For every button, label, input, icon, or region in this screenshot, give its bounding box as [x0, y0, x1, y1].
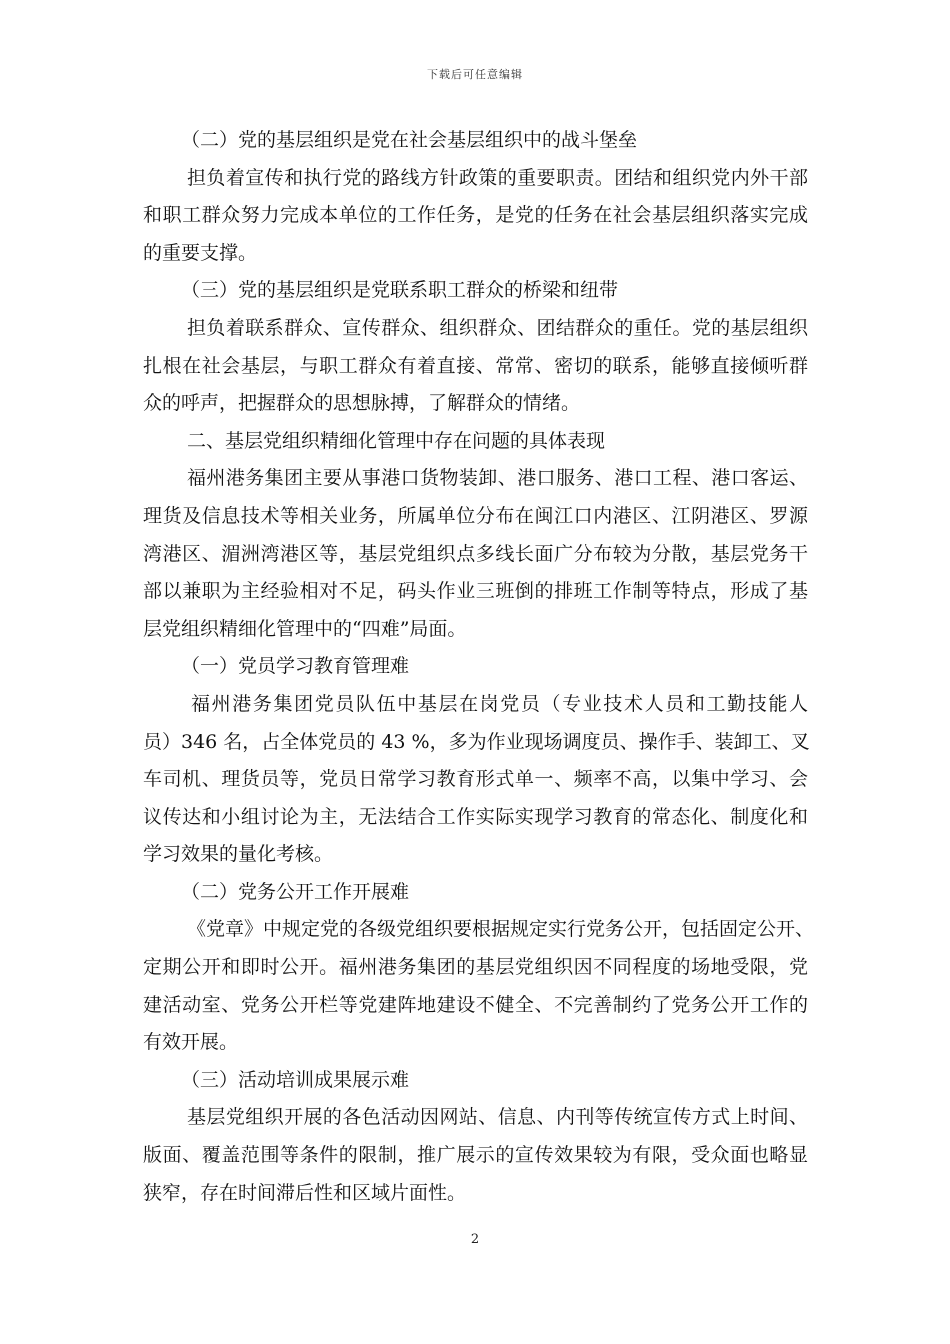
- paragraph-line: 定期公开和即时公开。福州港务集团的基层党组织因不同程度的场地受限，党: [143, 956, 808, 979]
- paragraph-line: 有效开展。: [143, 1031, 239, 1054]
- document-body: [143, 122, 815, 1212]
- paragraph-line: 员）346 名，占全体党员的 43 %，多为作业现场调度员、操作手、装卸工、叉: [143, 730, 810, 753]
- paragraph-line: 基层党组织开展的各色活动因网站、信息、内刊等传统宣传方式上时间、: [187, 1106, 808, 1129]
- paragraph-line: 众的呼声，把握群众的思想脉搏，了解群众的情绪。: [143, 392, 581, 415]
- paragraph-line: 湾港区、湄洲湾港区等，基层党组织点多线长面广分布较为分散，基层党务干: [143, 542, 808, 565]
- paragraph-line: 福州港务集团主要从事港口货物装卸、港口服务、港口工程、港口客运、: [187, 467, 808, 490]
- paragraph-line: 议传达和小组讨论为主，无法结合工作实际实现学习教育的常态化、制度化和: [143, 805, 808, 828]
- paragraph-line: 和职工群众努力完成本单位的工作任务，是党的任务在社会基层组织落实完成: [143, 204, 808, 227]
- paragraph-line: 建活动室、党务公开栏等党建阵地建设不健全、不完善制约了党务公开工作的: [143, 993, 808, 1016]
- page-header: 下载后可任意编辑: [427, 68, 523, 81]
- section-heading: （二）党务公开工作开展难: [181, 880, 410, 903]
- paragraph-line: 担负着宣传和执行党的路线方针政策的重要职责。团结和组织党内外干部: [187, 166, 808, 189]
- paragraph-line: 的重要支撑。: [143, 241, 258, 264]
- paragraph-line: 《党章》中规定党的各级党组织要根据规定实行党务公开，包括固定公开、: [187, 918, 815, 941]
- section-heading: （三）党的基层组织是党联系职工群众的桥梁和纽带: [181, 279, 619, 302]
- section-heading: （三）活动培训成果展示难: [181, 1068, 410, 1091]
- paragraph-line: 福州港务集团党员队伍中基层在岗党员（专业技术人员和工勤技能人: [191, 692, 808, 715]
- paragraph-line: 理货及信息技术等相关业务，所属单位分布在闽江口内港区、江阴港区、罗源: [143, 504, 808, 527]
- paragraph-line: 部以兼职为主经验相对不足，码头作业三班倒的排班工作制等特点，形成了基: [143, 580, 808, 603]
- paragraph-line: 学习效果的量化考核。: [143, 843, 334, 866]
- section-heading: （一）党员学习教育管理难: [181, 655, 410, 678]
- paragraph-line: 车司机、理货员等，党员日常学习教育形式单一、频率不高，以集中学习、会: [143, 768, 808, 791]
- paragraph-line: 担负着联系群众、宣传群众、组织群众、团结群众的重任。党的基层组织: [187, 316, 808, 339]
- paragraph-line: 层党组织精细化管理中的“四难”局面。: [143, 617, 467, 640]
- paragraph-line: 扎根在社会基层，与职工群众有着直接、常常、密切的联系，能够直接倾听群: [143, 354, 808, 377]
- section-heading: 二、基层党组织精细化管理中存在问题的具体表现: [187, 429, 606, 452]
- page-number: 2: [470, 1232, 480, 1247]
- paragraph-line: 版面、覆盖范围等条件的限制，推广展示的宣传效果较为有限，受众面也略显: [143, 1144, 808, 1167]
- section-heading: （二）党的基层组织是党在社会基层组织中的战斗堡垒: [181, 129, 638, 151]
- paragraph-line: 狭窄，存在时间滞后性和区域片面性。: [143, 1181, 467, 1204]
